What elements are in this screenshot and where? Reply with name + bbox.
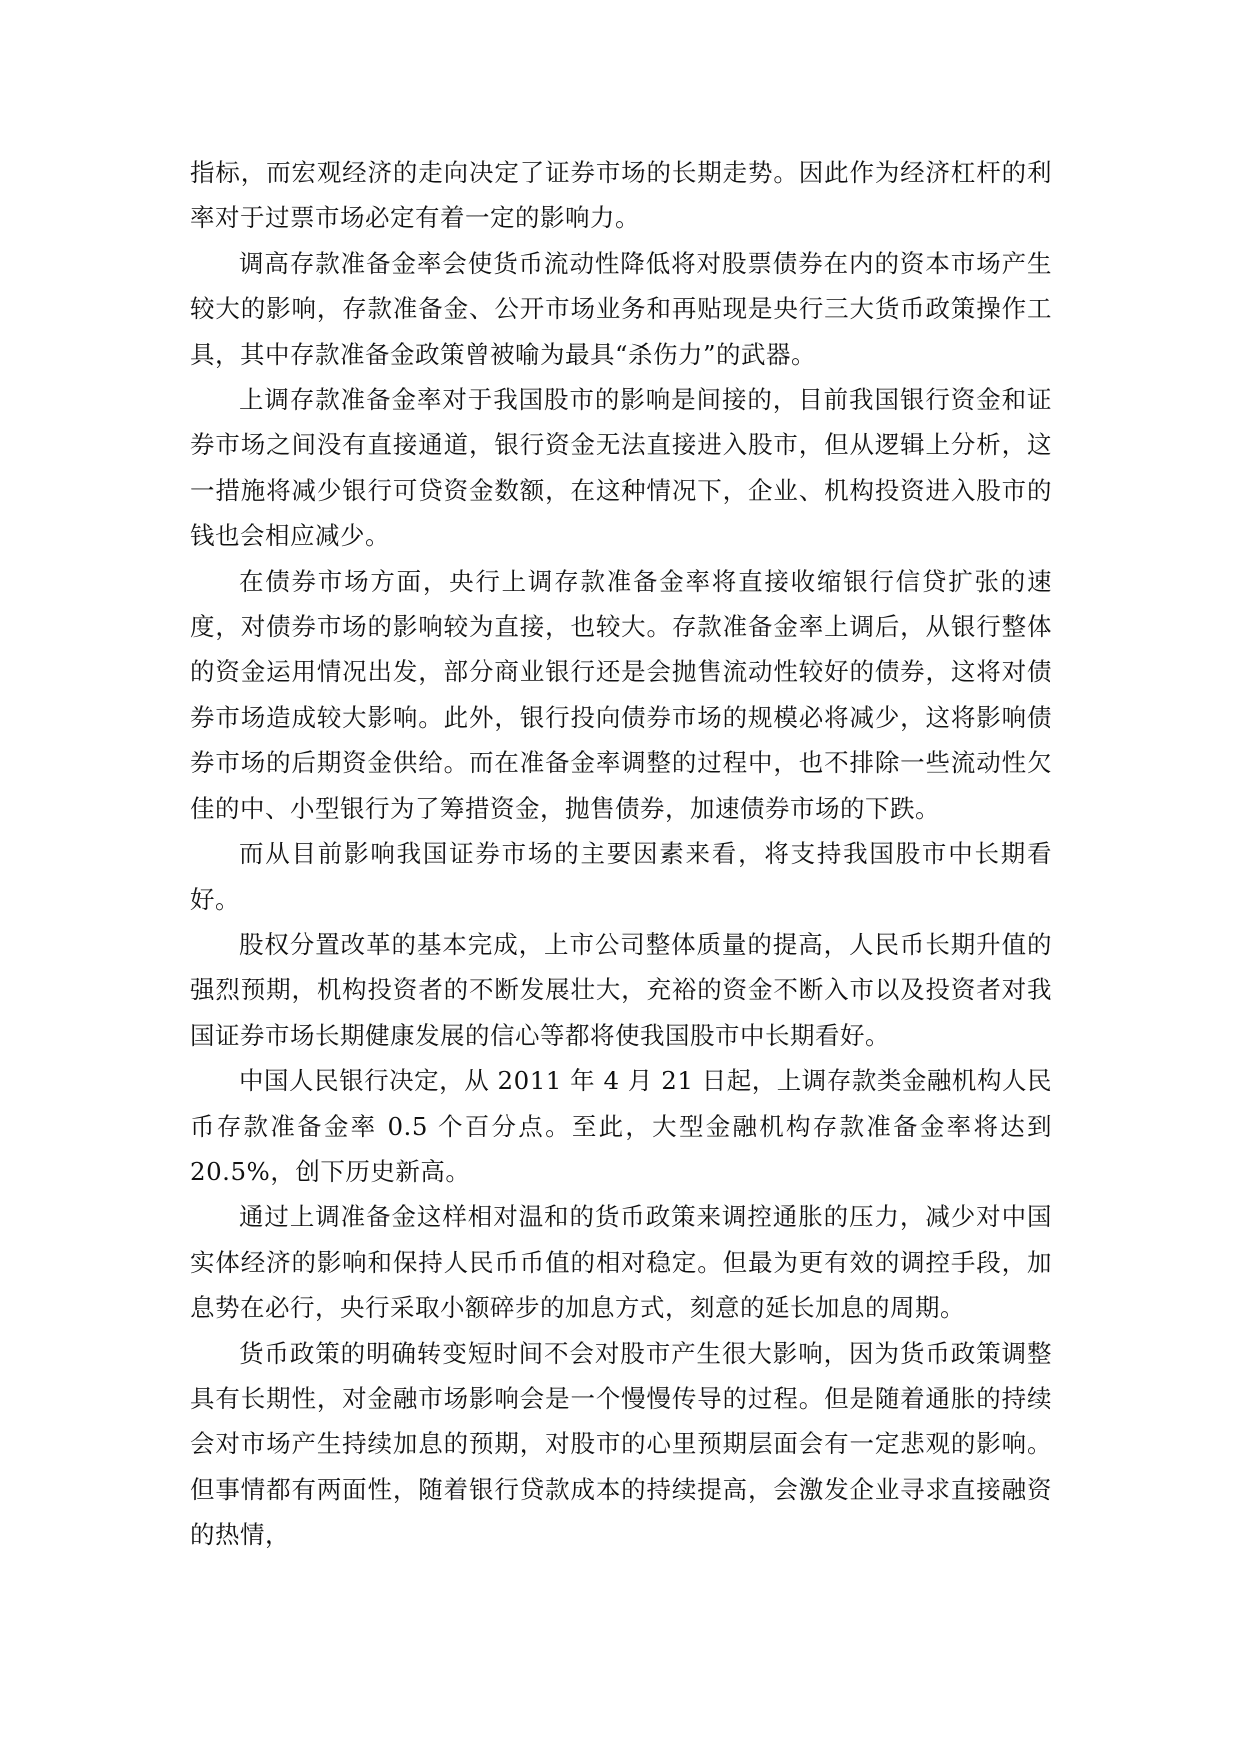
paragraph-1: 指标，而宏观经济的走向决定了证券市场的长期走势。因此作为经济杠杆的利率对于过票市场必定有着一定的影响力。: [190, 158, 1052, 233]
paragraph-8: 通过上调准备金这样相对温和的货币政策来调控通胀的压力，减少对中国实体经济的影响和保持人民币币值的相对稳定。但最为更有效的调控手段，加息势在必行，央行采取小额碎步的加息方式，刻意的延长加息的周期。: [190, 1202, 1052, 1323]
paragraph-9: 货币政策的明确转变短时间不会对股市产生很大影响，因为货币政策调整具有长期性，对金融市场影响会是一个慢慢传导的过程。但是随着通胀的持续会对市场产生持续加息的预期，对股市的心里预期层面会有一定悲观的影响。但事情都有两面性，随着银行贷款成本的持续提高，会激发企业寻求直接融资的热情，: [190, 1338, 1052, 1550]
paragraph-2: 调高存款准备金率会使货币流动性降低将对股票债券在内的资本市场产生较大的影响，存款准备金、公开市场业务和再贴现是央行三大货币政策操作工具，其中存款准备金政策曾被喻为最具“杀伤力”的武器。: [190, 248, 1052, 369]
paragraph-7: 中国人民银行决定，从 2011 年 4 月 21 日起，上调存款类金融机构人民币存款准备金率 0.5 个百分点。至此，大型金融机构存款准备金率将达到 20.5%，创下历史新高。: [190, 1066, 1052, 1186]
paragraph-3: 上调存款准备金率对于我国股市的影响是间接的，目前我国银行资金和证券市场之间没有直接通道，银行资金无法直接进入股市，但从逻辑上分析，这一措施将减少银行可贷资金数额，在这种情况下，企业、机构投资进入股市的钱也会相应减少。: [190, 385, 1052, 551]
paragraph-4: 在债券市场方面，央行上调存款准备金率将直接收缩银行信贷扩张的速度，对债券市场的影响较为直接，也较大。存款准备金率上调后，从银行整体的资金运用情况出发，部分商业银行还是会抛售流动性较好的债券，这将对债券市场造成较大影响。此外，银行投向债券市场的规模必将减少，这将影响债券市场的后期资金供给。而在准备金率调整的过程中，也不排除一些流动性欠佳的中、小型银行为了筹措资金，抛售债券，加速债券市场的下跌。: [190, 566, 1052, 823]
paragraph-5: 而从目前影响我国证券市场的主要因素来看，将支持我国股市中长期看好。: [190, 839, 1052, 914]
document-body: [190, 150, 1052, 1558]
paragraph-6: 股权分置改革的基本完成，上市公司整体质量的提高，人民币长期升值的强烈预期，机构投资者的不断发展壮大，充裕的资金不断入市以及投资者对我国证券市场长期健康发展的信心等都将使我国股市中长期看好。: [190, 929, 1052, 1050]
